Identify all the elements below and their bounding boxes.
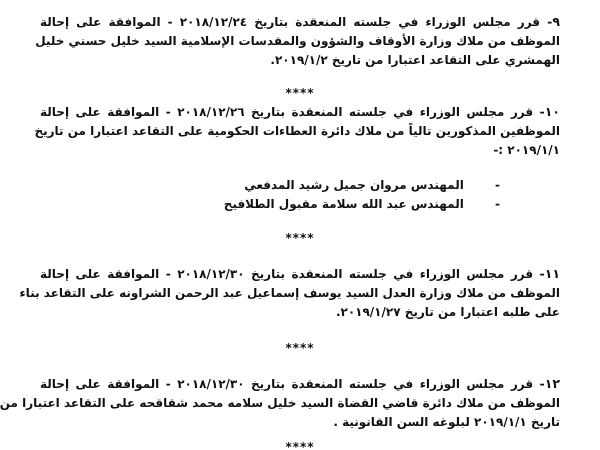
decision-12-line-2: الموظف من ملاك دائرة قاضي القضاة السيد خليل سلامه محمد شقاقحه على التقاعد اعتبارا من xyxy=(0,396,560,410)
decision-10-line-2: الموظفين المذكورين تالياً من ملاك دائرة العطاءات الحكومية على التقاعد اعتبارا من تاريخ xyxy=(34,124,560,138)
separator: **** xyxy=(285,231,315,245)
decision-11-line-3: على طلبه اعتبارا من تاريخ ٢٠١٩/١/٢٧. xyxy=(335,305,560,319)
decision-number: ١٢- xyxy=(539,376,560,391)
decision-9-line-3: الهمشري على التقاعد اعتبارا من تاريخ ٢٠١٩/١/٢. xyxy=(270,53,560,67)
decision-10-line-1: ١٠- قرر مجلس الوزراء في جلسته المنعقدة بتاريخ ٢٠١٨/١٢/٢٦ - الموافقة على إحالة xyxy=(40,104,560,119)
list-dash: - xyxy=(495,197,500,211)
decision-12-line-1: ١٢- قرر مجلس الوزراء في جلسته المنعقدة بتاريخ ٢٠١٨/١٢/٣٠ - الموافقة على إحالة xyxy=(40,376,560,391)
decision-12-line-3: تاريخ ٢٠١٩/١/١ لبلوغه السن القانونية . xyxy=(333,415,560,429)
name-list-item: - المهندس عبد الله سلامة مقبول الطلافيح xyxy=(223,197,500,211)
decision-11-line-1: ١١- قرر مجلس الوزراء في جلسته المنعقدة بتاريخ ٢٠١٨/١٢/٣٠ - الموافقة على إحالة xyxy=(40,266,560,281)
name-list-item: - المهندس مروان جميل رشيد المدفعي xyxy=(244,178,500,192)
decision-number: ٩- xyxy=(547,14,560,29)
decision-10-line-3: ٢٠١٩/١/١ :- xyxy=(493,143,560,157)
list-dash: - xyxy=(495,178,500,192)
decision-11-line-2: الموظف من ملاك وزارة العدل السيد يوسف إسماعيل عبد الرحمن الشراونه على التقاعد بناء xyxy=(19,286,560,300)
decision-9-line-2: الموظف من ملاك وزارة الأوقاف والشؤون والمقدسات الإسلامية السيد خليل حسني خليل xyxy=(35,34,560,48)
decision-number: ١١- xyxy=(539,266,560,281)
decision-9-line-1: ٩- قرر مجلس الوزراء في جلسته المنعقدة بتاريخ ٢٠١٨/١٢/٢٤ - الموافقة على إحالة xyxy=(40,14,560,29)
separator: **** xyxy=(285,341,315,355)
separator: **** xyxy=(285,440,315,450)
decision-number: ١٠- xyxy=(539,104,560,119)
separator: **** xyxy=(285,86,315,100)
